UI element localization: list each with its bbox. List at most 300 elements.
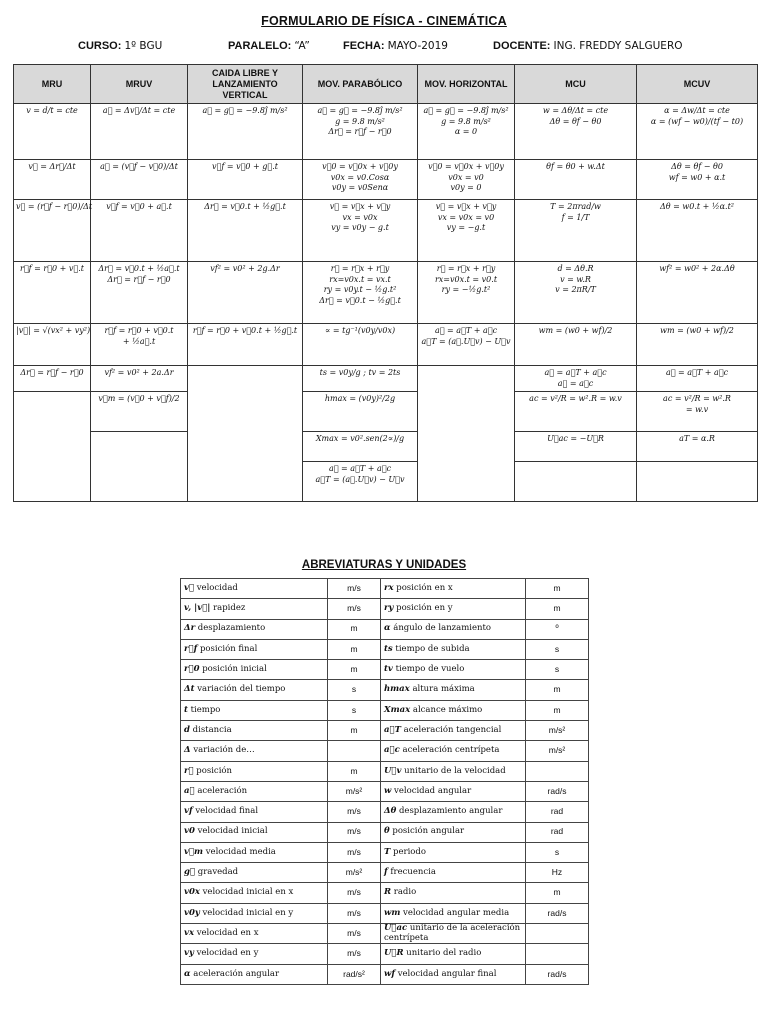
- unit-cell: [526, 761, 589, 781]
- abbreviation-row: [181, 822, 589, 842]
- formula-cell: [637, 432, 758, 462]
- description: desplazamiento angular: [398, 806, 503, 817]
- formula-line: ac = v²/R = w².R = w.v: [529, 394, 622, 403]
- description: gravedad: [197, 867, 239, 878]
- formula-line: Δθ = w0.t + ½α.t²: [660, 202, 734, 211]
- abbreviation-cell: [381, 842, 526, 862]
- unit-cell: [526, 964, 589, 984]
- formula-line: Δr⃗ = r⃗f − r⃗0: [20, 368, 84, 377]
- formula-line: Δθ = θf − θ0: [671, 162, 723, 171]
- unit-cell: [526, 863, 589, 883]
- symbol: α: [184, 968, 191, 979]
- formula-line: g = 9.8 m/s²: [441, 116, 491, 126]
- formula-line: rx=v0x.t = v0.t: [434, 274, 498, 284]
- description: aceleración: [197, 785, 248, 796]
- symbol: Δr: [184, 623, 196, 634]
- paralelo-field: [228, 40, 310, 52]
- symbol: rx: [384, 582, 394, 593]
- symbol: d: [184, 724, 190, 735]
- description: posición en y: [396, 603, 453, 614]
- abbreviation-row: [181, 842, 589, 862]
- symbol: r⃗f: [184, 643, 198, 654]
- description: velocidad media: [205, 846, 276, 857]
- curso-value: 1º BGU: [124, 40, 163, 52]
- description: frecuencia: [390, 867, 436, 878]
- formula-cell: [637, 324, 758, 366]
- formula-line: U⃗ac = −U⃗R: [547, 434, 604, 443]
- formula-line: vf² = v0² + 2g.Δr: [210, 264, 280, 273]
- formula-cell: [637, 160, 758, 200]
- formula-cell: [637, 104, 758, 160]
- abbreviation-cell: [381, 680, 526, 700]
- description: posición final: [199, 643, 258, 654]
- unit: m/s: [347, 948, 361, 959]
- curso-label: CURSO:: [78, 40, 122, 52]
- abbreviation-row: [181, 863, 589, 883]
- unit-cell: [526, 741, 589, 761]
- formula-cell: [14, 104, 91, 160]
- abbreviation-row: [181, 802, 589, 822]
- formula-cell: [515, 200, 637, 262]
- formula-cell: [418, 262, 515, 324]
- unit-cell: [328, 802, 381, 822]
- abbreviation-cell: [181, 964, 328, 984]
- formula-line: a⃗ = a⃗T + a⃗c: [665, 368, 729, 377]
- abbreviation-row: [181, 903, 589, 923]
- formula-cell: [303, 324, 418, 366]
- formula-cell: [188, 366, 303, 392]
- formula-line: a⃗ = a⃗T + a⃗c: [544, 368, 607, 377]
- description: posición en x: [396, 582, 453, 593]
- abbreviation-row: [181, 761, 589, 781]
- unit: s: [351, 684, 357, 695]
- col-header-mcuv: MCUV: [637, 65, 758, 104]
- abbreviation-cell: [181, 883, 328, 903]
- formula-line: v⃗0 = v⃗0x + v⃗0y: [428, 162, 504, 171]
- formula-line: Δr⃗ = v⃗0.t − ½g⃗.t: [319, 295, 401, 305]
- description: unitario de la aceleración centrípeta: [384, 923, 521, 943]
- docente-field: [493, 40, 683, 52]
- symbol: g⃗: [184, 867, 196, 878]
- formula-cell: [303, 462, 418, 502]
- symbol: vf: [184, 806, 193, 817]
- fecha-field: [343, 40, 448, 52]
- formula-line: wm = (w0 + wf)/2: [660, 326, 734, 335]
- abbreviation-row: [181, 599, 589, 619]
- abbreviation-cell: [381, 924, 526, 944]
- formula-cell: [91, 392, 188, 432]
- unit-cell: [328, 863, 381, 883]
- description: tiempo de subida: [395, 643, 470, 654]
- formula-cell: [303, 262, 418, 324]
- formula-line: aT = α.R: [679, 434, 715, 443]
- unit-cell: [328, 579, 381, 599]
- unit-cell: [526, 781, 589, 801]
- formula-cell: [91, 366, 188, 392]
- formula-line: v = d/t = cte: [26, 106, 78, 115]
- formula-line: a⃗ = (v⃗f − v⃗0)/Δt: [100, 162, 178, 171]
- formula-line: α = Δw/Δt = cte: [664, 106, 730, 115]
- formula-line: v⃗f = v⃗0 + a⃗.t: [106, 202, 172, 211]
- formula-cell: [14, 432, 91, 462]
- abbreviation-cell: [381, 700, 526, 720]
- unit-cell: [526, 660, 589, 680]
- formula-line: Δr⃗ = v⃗0.t + ½g⃗.t: [204, 202, 286, 211]
- formula-cell: [303, 366, 418, 392]
- formula-line: wf² = w0² + 2α.Δθ: [659, 264, 735, 273]
- unit-cell: [328, 944, 381, 964]
- formula-line: vx = v0x = v0: [437, 212, 495, 222]
- formula-cell: [637, 200, 758, 262]
- formula-cell: [418, 200, 515, 262]
- formula-line: r⃗f = r⃗0 + v⃗0.t: [104, 326, 174, 335]
- unit: m: [553, 582, 561, 593]
- formula-line: hmax = (v0y)²/2g: [324, 394, 396, 403]
- formula-cell: [188, 462, 303, 502]
- formula-line: wm = (w0 + wf)/2: [538, 326, 613, 335]
- formula-cell: [515, 262, 637, 324]
- formula-line: f = 1/T: [561, 212, 590, 222]
- page-title: FORMULARIO DE FÍSICA - CINEMÁTICA: [261, 14, 507, 28]
- abbreviation-cell: [181, 639, 328, 659]
- unit-cell: [328, 639, 381, 659]
- unit: m: [350, 643, 358, 654]
- unit-cell: [526, 639, 589, 659]
- description: posición: [196, 765, 233, 776]
- formula-cell: [91, 200, 188, 262]
- abbreviation-cell: [181, 863, 328, 883]
- unit-cell: [328, 781, 381, 801]
- symbol: R: [384, 887, 392, 898]
- col-header-mcu: MCU: [515, 65, 637, 104]
- formula-cell: [91, 104, 188, 160]
- formula-line: a⃗ = g⃗ = −9.8ĵ m/s²: [202, 106, 288, 115]
- symbol: θ: [384, 826, 390, 837]
- formula-cell: [188, 200, 303, 262]
- formula-line: ac = v²/R = w².R: [663, 394, 731, 403]
- abbreviation-row: [181, 579, 589, 599]
- formula-line: r⃗ = r⃗x + r⃗y: [330, 264, 390, 273]
- unit: m: [553, 684, 561, 695]
- abbreviation-row: [181, 619, 589, 639]
- formula-line: a⃗ = Δv⃗/Δt = cte: [102, 106, 176, 115]
- description: tiempo: [190, 704, 221, 715]
- formula-line: vf² = v0² + 2a.Δr: [104, 368, 174, 377]
- formula-cell: [188, 160, 303, 200]
- symbol: f: [384, 867, 388, 878]
- description: velocidad final: [195, 806, 259, 817]
- formula-line: v⃗0 = v⃗0x + v⃗0y: [322, 162, 398, 171]
- formula-cell: [418, 462, 515, 502]
- formula-line: T = 2πrad/w: [550, 202, 601, 211]
- col-header-mov-horizontal: MOV. HORIZONTAL: [418, 65, 515, 104]
- symbol: a⃗: [184, 785, 195, 796]
- formula-cell: [418, 366, 515, 392]
- unit-cell: [526, 903, 589, 923]
- abbreviation-cell: [181, 842, 328, 862]
- description: radio: [393, 887, 417, 898]
- description: variación del tiempo: [197, 684, 286, 695]
- unit: m/s: [347, 907, 361, 918]
- symbol: v0x: [184, 887, 200, 898]
- col-header-mov-parabolico: MOV. PARABÓLICO: [303, 65, 418, 104]
- abbreviation-row: [181, 883, 589, 903]
- formula-cell: [91, 324, 188, 366]
- unit-cell: [526, 842, 589, 862]
- formula-line: + ½a⃗.t: [122, 336, 156, 346]
- fecha-label: FECHA:: [343, 40, 385, 52]
- formula-line: a⃗ = a⃗c: [557, 378, 594, 388]
- unit: Hz: [551, 867, 563, 878]
- symbol: a⃗T: [384, 724, 401, 735]
- formula-cell: [637, 366, 758, 392]
- unit-cell: [328, 680, 381, 700]
- unit: s: [351, 704, 357, 715]
- symbol: U⃗v: [384, 765, 402, 776]
- unit: m/s²: [345, 785, 363, 796]
- symbol: α: [384, 623, 391, 634]
- formula-cell: [14, 200, 91, 262]
- abbreviation-cell: [381, 863, 526, 883]
- unit-cell: [328, 741, 381, 761]
- description: velocidad en y: [196, 948, 259, 959]
- formula-row: [14, 262, 758, 324]
- unit: º: [555, 623, 559, 634]
- formula-cell: [303, 432, 418, 462]
- formula-cell: [188, 324, 303, 366]
- unit-cell: [328, 660, 381, 680]
- abbreviation-cell: [381, 741, 526, 761]
- description: velocidad angular: [394, 785, 472, 796]
- formula-line: g = 9.8 m/s²: [335, 116, 385, 126]
- unit: m: [553, 704, 561, 715]
- description: periodo: [393, 846, 426, 857]
- symbol: v⃗: [184, 582, 195, 593]
- unit-cell: [526, 579, 589, 599]
- unit: m/s: [347, 927, 361, 938]
- description: velocidad angular final: [397, 968, 497, 979]
- formula-cell: [515, 432, 637, 462]
- formula-cell: [303, 392, 418, 432]
- formula-line: a⃗ = g⃗ = −9.8ĵ m/s²: [423, 106, 509, 115]
- formula-row: [14, 160, 758, 200]
- symbol: wm: [384, 907, 401, 918]
- formula-row: [14, 104, 758, 160]
- docente-label: DOCENTE:: [493, 40, 551, 52]
- formula-cell: [91, 262, 188, 324]
- description: tiempo de vuelo: [395, 664, 465, 675]
- unit: m/s²: [345, 867, 363, 878]
- symbol: r⃗: [184, 765, 194, 776]
- unit: s: [554, 664, 560, 675]
- formula-cell: [91, 432, 188, 462]
- symbol: tv: [384, 664, 393, 675]
- formula-cell: [515, 392, 637, 432]
- symbol: v⃗m: [184, 846, 204, 857]
- abbreviation-cell: [381, 944, 526, 964]
- unit: m: [350, 623, 358, 634]
- abbreviation-row: [181, 924, 589, 944]
- formula-line: ts = v0y/g ; tv = 2ts: [319, 368, 401, 377]
- abbreviation-cell: [381, 599, 526, 619]
- formula-line: v = w.R: [560, 274, 591, 284]
- abbreviation-cell: [181, 579, 328, 599]
- abbreviation-cell: [381, 903, 526, 923]
- formula-line: |v⃗| = √(vx² + vy²): [16, 326, 91, 335]
- symbol: Xmax: [384, 704, 411, 715]
- col-header-mru: MRU: [14, 65, 91, 104]
- unit: m: [350, 664, 358, 675]
- unit-cell: [526, 599, 589, 619]
- abbreviations-title: ABREVIATURAS Y UNIDADES: [301, 559, 467, 571]
- formula-line: vx = v0x: [342, 212, 378, 222]
- formula-cell: [418, 104, 515, 160]
- symbol: a⃗c: [384, 745, 400, 756]
- unit: s: [554, 846, 560, 857]
- abbreviation-cell: [381, 883, 526, 903]
- description: desplazamiento: [197, 623, 266, 634]
- symbol: w: [384, 785, 392, 796]
- unit-cell: [526, 802, 589, 822]
- unit: m/s: [347, 603, 361, 614]
- formula-cell: [14, 462, 91, 502]
- unit: rad/s²: [343, 968, 365, 979]
- abbreviation-cell: [381, 761, 526, 781]
- abbreviation-cell: [181, 680, 328, 700]
- formula-line: v⃗f = v⃗0 + g⃗.t: [212, 162, 278, 171]
- formula-line: rx=v0x.t = vx.t: [329, 274, 391, 284]
- formula-line: w = Δθ/Δt = cte: [542, 106, 609, 115]
- formula-line: a⃗ = a⃗T + a⃗c: [434, 326, 498, 335]
- formula-line: r⃗f = r⃗0 + v⃗0.t + ½g⃗.t: [192, 326, 298, 335]
- abbreviation-cell: [181, 802, 328, 822]
- unit: m/s²: [548, 724, 566, 735]
- description: distancia: [192, 724, 232, 735]
- formula-cell: [515, 160, 637, 200]
- formula-line: v⃗ = Δr⃗/Δt: [28, 162, 76, 171]
- abbreviation-row: [181, 700, 589, 720]
- formula-line: α = (wf − w0)/(tf − t0): [650, 116, 744, 126]
- unit: m: [350, 765, 358, 776]
- unit: m/s²: [548, 745, 566, 756]
- description: aceleración centrípeta: [402, 745, 500, 756]
- description: unitario del radio: [406, 948, 482, 959]
- formula-cell: [14, 366, 91, 392]
- formula-cell: [515, 366, 637, 392]
- formula-line: v0y = 0: [450, 183, 482, 192]
- formula-cell: [637, 462, 758, 502]
- description: aceleración tangencial: [403, 724, 502, 735]
- description: posición inicial: [202, 664, 267, 675]
- formula-line: ry = v0y.t − ½g.t²: [323, 285, 397, 294]
- abbreviations-table: [180, 578, 589, 985]
- unit: m: [553, 887, 561, 898]
- formula-line: θf = θ0 + w.Δt: [546, 162, 605, 171]
- formula-line: a⃗T = (a⃗.U⃗v) − U⃗v: [421, 336, 511, 346]
- formula-cell: [515, 324, 637, 366]
- formula-line: v⃗m = (v⃗0 + v⃗f)/2: [98, 394, 180, 403]
- abbreviation-cell: [381, 822, 526, 842]
- unit: m/s: [347, 887, 361, 898]
- formula-line: d = Δθ.R: [557, 264, 594, 273]
- unit: m/s: [347, 582, 361, 593]
- symbol: v, |v⃗|: [184, 603, 211, 614]
- formula-row: [14, 432, 758, 462]
- abbreviation-row: [181, 680, 589, 700]
- abbreviation-cell: [381, 639, 526, 659]
- description: velocidad angular media: [403, 907, 510, 918]
- formula-cell: [515, 104, 637, 160]
- formula-cell: [188, 392, 303, 432]
- formula-row: [14, 462, 758, 502]
- formula-cell: [14, 392, 91, 432]
- abbreviation-cell: [181, 660, 328, 680]
- symbol: Δθ: [384, 806, 397, 817]
- description: variación de…: [193, 745, 255, 756]
- abbreviation-cell: [181, 944, 328, 964]
- unit-cell: [526, 883, 589, 903]
- description: ángulo de lanzamiento: [393, 623, 492, 634]
- abbreviation-cell: [181, 619, 328, 639]
- abbreviation-cell: [181, 822, 328, 842]
- unit-cell: [328, 721, 381, 741]
- unit-cell: [328, 619, 381, 639]
- abbreviation-row: [181, 660, 589, 680]
- formula-line: r⃗ = r⃗x + r⃗y: [436, 264, 496, 273]
- abbreviation-cell: [181, 761, 328, 781]
- description: unitario de la velocidad: [404, 765, 506, 776]
- formula-line: vy = v0y − g.t: [331, 223, 389, 232]
- description: velocidad inicial en x: [202, 887, 294, 898]
- formula-cell: [418, 324, 515, 366]
- abbreviation-cell: [381, 721, 526, 741]
- abbreviation-cell: [381, 781, 526, 801]
- col-header-caida-libre: CAIDA LIBRE Y LANZAMIENTO VERTICAL: [188, 65, 303, 104]
- unit-cell: [328, 924, 381, 944]
- abbreviation-row: [181, 944, 589, 964]
- unit-cell: [526, 924, 589, 944]
- formula-cell: [418, 392, 515, 432]
- abbreviation-row: [181, 781, 589, 801]
- description: velocidad inicial en y: [202, 907, 294, 918]
- formula-table: [13, 64, 758, 502]
- formula-cell: [188, 432, 303, 462]
- abbreviation-cell: [381, 579, 526, 599]
- unit-cell: [526, 680, 589, 700]
- formula-cell: [14, 160, 91, 200]
- formula-cell: [91, 160, 188, 200]
- description: velocidad: [196, 582, 238, 593]
- abbreviation-row: [181, 741, 589, 761]
- formula-cell: [91, 462, 188, 502]
- formula-cell: [303, 200, 418, 262]
- paralelo-label: PARALELO:: [228, 40, 292, 52]
- formula-line: a⃗T = (a⃗.U⃗v) − U⃗v: [315, 474, 405, 484]
- abbreviations-body: [181, 579, 589, 985]
- formula-cell: [188, 262, 303, 324]
- symbol: vy: [184, 948, 194, 959]
- symbol: Δt: [184, 684, 195, 695]
- formula-line: v⃗ = v⃗x + v⃗y: [329, 202, 391, 211]
- formula-body: [14, 104, 758, 502]
- formula-cell: [14, 262, 91, 324]
- formula-cell: [188, 104, 303, 160]
- formula-row: [14, 392, 758, 432]
- symbol: v0: [184, 826, 195, 837]
- unit-cell: [526, 619, 589, 639]
- unit: rad/s: [547, 785, 567, 796]
- unit: rad/s: [547, 968, 567, 979]
